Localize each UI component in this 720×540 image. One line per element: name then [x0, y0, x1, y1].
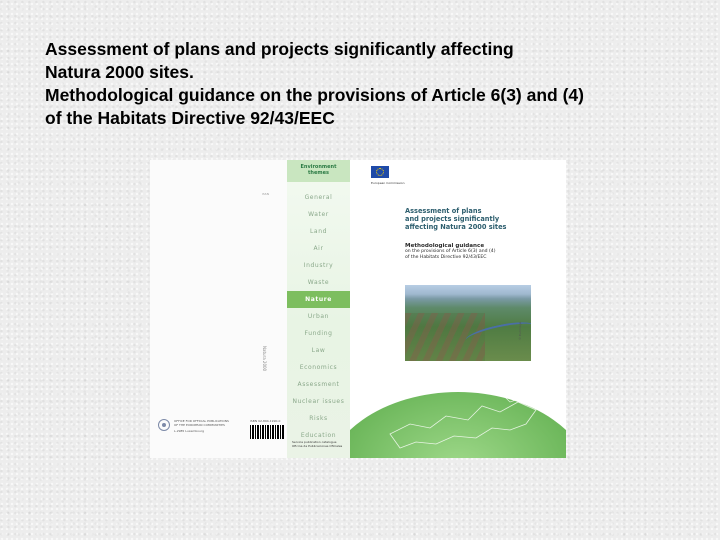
eu-label: European Commission: [371, 181, 405, 185]
cover-subtitle-line: Methodological guidance: [405, 243, 485, 249]
themes-header-line: Environment: [300, 164, 337, 170]
publisher-line: OF THE EUROPEAN COMMUNITIES: [174, 423, 225, 427]
theme-item-waste: Waste: [307, 279, 330, 286]
theme-item-law: Law: [311, 347, 326, 354]
cover-title-line: affecting Natura 2000 sites: [405, 223, 507, 231]
publication-cover-image: [150, 160, 566, 458]
office-text: [292, 440, 342, 448]
slide-title-line: Assessment of plans and projects significantly affecting: [45, 39, 514, 59]
europe-globe-graphic: [350, 372, 566, 458]
publications-office-logo: [158, 419, 170, 431]
themes-menu: [287, 160, 350, 458]
aerial-landscape-photo: [405, 285, 531, 361]
front-cover: [287, 160, 566, 458]
slide-title-line: Methodological guidance on the provisions of Article 6(3) and (4): [45, 85, 584, 105]
theme-item-nuclear-issues: Nuclear issues: [292, 398, 345, 405]
theme-item-nature: Nature: [287, 291, 350, 308]
theme-item-water: Water: [308, 211, 329, 218]
isbn-text: ISBN 92-894-1990-0: [250, 419, 281, 423]
barcode-icon: [250, 425, 284, 439]
office-text-line: Service publication catalogue: [292, 440, 337, 444]
photo-credit: © Eurimage: [518, 321, 522, 340]
theme-item-land: Land: [309, 228, 328, 235]
publisher-block: [158, 415, 258, 445]
spine-number: ISSN: [262, 192, 269, 196]
themes-header-line: themes: [308, 170, 329, 176]
themes-header: [287, 160, 350, 182]
cover-title: [405, 207, 565, 231]
themes-list: [287, 189, 350, 444]
theme-item-general: General: [304, 194, 333, 201]
theme-item-urban: Urban: [307, 313, 330, 320]
cover-title-line: Assessment of plans: [405, 207, 482, 215]
theme-item-air: Air: [313, 245, 324, 252]
spine-text: Natura 2000: [262, 346, 267, 372]
back-cover: [150, 160, 287, 458]
theme-item-assessment: Assessment: [297, 381, 340, 388]
theme-item-education: Education: [300, 432, 337, 439]
cover-subtitle-line: of the Habitats Directive 92/43/EEC: [405, 255, 487, 260]
publisher-line: L-2985 Luxembourg: [174, 429, 204, 433]
isbn-block: [250, 419, 286, 439]
theme-item-risks: Risks: [309, 415, 328, 422]
cover-title-line: and projects significantly: [405, 215, 500, 223]
eu-flag-icon: [371, 166, 389, 178]
cover-subtitle: [405, 243, 565, 261]
slide-title: [45, 38, 685, 130]
office-text-line: Oficina de Publicaciones Oficiales: [292, 444, 343, 448]
slide-title-line: Natura 2000 sites.: [45, 62, 194, 82]
theme-item-funding: Funding: [304, 330, 333, 337]
cover-subtitle-line: on the provisions of Article 6(3) and (4): [405, 249, 496, 254]
theme-item-economics: Economics: [299, 364, 338, 371]
theme-item-industry: Industry: [303, 262, 334, 269]
slide-title-line: of the Habitats Directive 92/43/EEC: [45, 108, 335, 128]
publisher-line: OFFICE FOR OFFICIAL PUBLICATIONS: [174, 419, 229, 423]
